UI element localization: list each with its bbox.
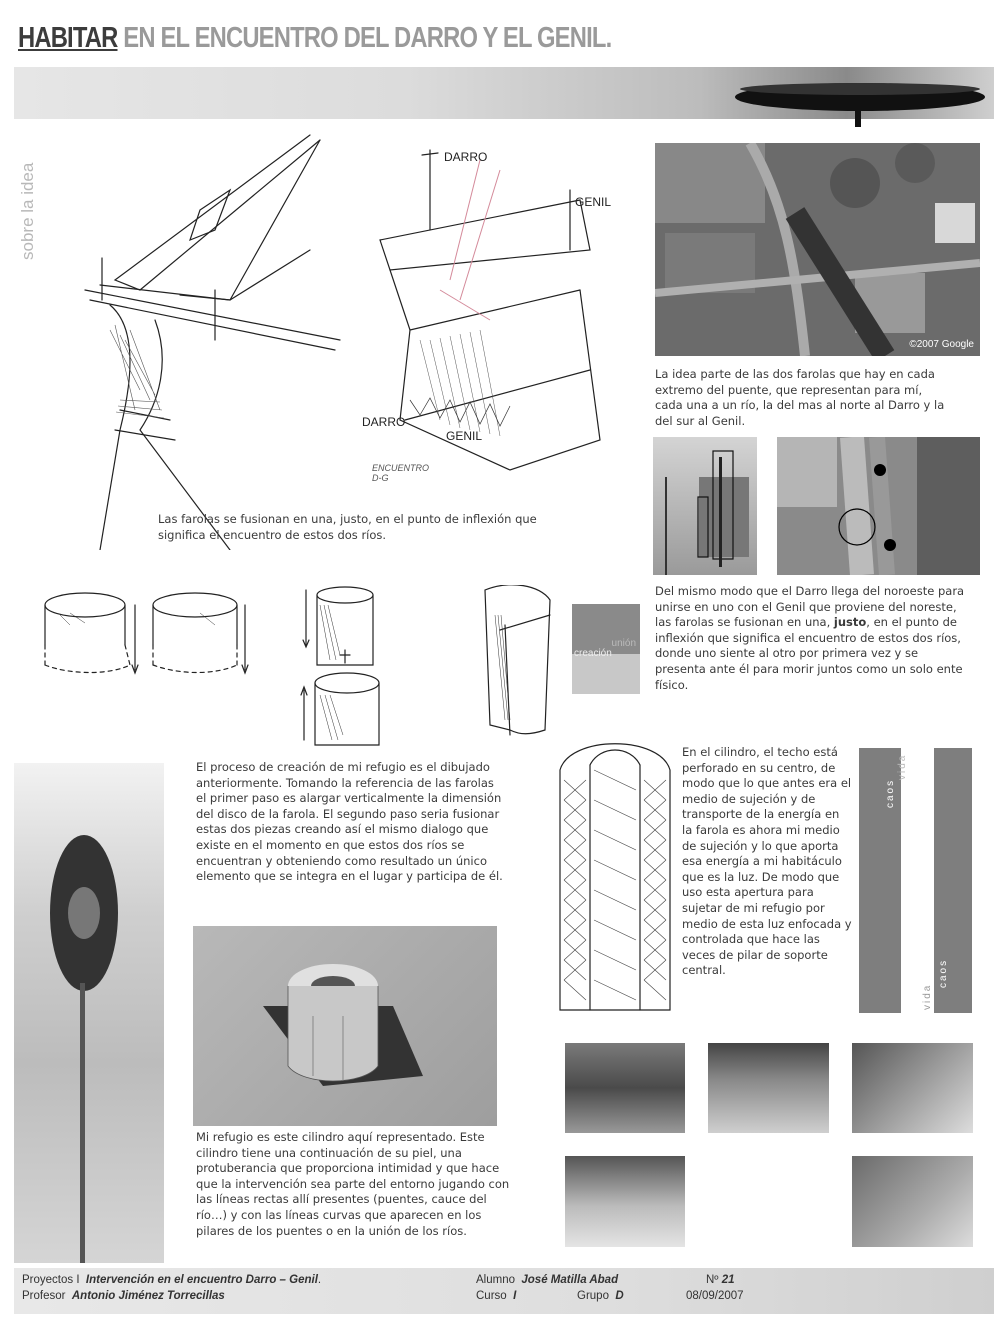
- footer-grupo: [577, 1290, 624, 1302]
- label-encuentro: ENCUENTRO D-G: [372, 463, 430, 483]
- bar-caos-vida-label: vida: [897, 753, 908, 780]
- footer-proyectos: Proyectos I Intervención en el encuentro Darro – Genil.: [22, 1274, 322, 1286]
- footer-proyectos-value: Intervención en el encuentro Darro – Genil: [85, 1274, 318, 1286]
- map-google-label: ©2007 Google: [909, 339, 974, 350]
- footer-fecha: 08/09/2007: [686, 1290, 744, 1302]
- photo-river-4: [565, 1156, 685, 1247]
- photo-river-1: [565, 1043, 685, 1133]
- footer-num-label: Nº: [706, 1274, 719, 1286]
- text-cilindro: En el cilindro, el techo está perforado en su centro, de modo que lo que antes era el medio de sujeción y de transporte de la energía en la farola es ahora mi medio de sujeción y lo que aporta esa energía a mi habitáculo que es la luz. De modo que uso esta apertura para sujetar de mi refugio por medio de esta luz enfocada y controlada que hace las veces de pilar de soporte central.: [682, 745, 852, 978]
- text-mismo-modo: [655, 584, 967, 693]
- footer-num: [706, 1274, 735, 1286]
- lamp-photo-small: [653, 437, 757, 575]
- footer-profesor-value: Antonio Jiménez Torrecillas: [71, 1290, 225, 1302]
- title-part1: HABITAR: [18, 22, 118, 54]
- label-darro-top: DARRO: [444, 150, 488, 164]
- footer-profesor-label: Profesor: [22, 1290, 66, 1302]
- footer-alumno: [476, 1274, 618, 1286]
- bar-caos-label: caos: [885, 778, 896, 808]
- footer-proyectos-label: Proyectos I: [22, 1274, 80, 1286]
- bar-vida-caos-label: caos: [938, 958, 949, 988]
- label-genil-bottom: GENIL: [446, 429, 483, 443]
- bridge-sketch-1: [80, 130, 350, 550]
- cylinder-render: [193, 926, 497, 1126]
- footer-grupo-label: Grupo: [577, 1290, 609, 1302]
- footer-profesor: [22, 1290, 225, 1302]
- footer-curso-value: I: [513, 1290, 517, 1302]
- footer-alumno-value: José Matilla Abad: [521, 1274, 619, 1286]
- photo-river-5: [852, 1156, 973, 1247]
- bar-vida: [922, 748, 972, 1013]
- process-sketches: [40, 585, 570, 755]
- label-darro-bottom: DARRO: [362, 415, 406, 429]
- detail-map: [777, 437, 980, 575]
- bar-caos: [859, 748, 908, 1013]
- text-proceso: El proceso de creación de mi refugio es el dibujado anteriormente. Tomando la referencia de las farolas el primer paso es alargar verticalmente la dimensión del disco de la farola. El segundo paso seria fusionar estas dos piezas creando así el mismo dialogo que existe en el momento en que estos dos ríos se encuentran y obteniendo como resultado un único elemento que se integra en el lugar y participa de él.: [196, 760, 503, 884]
- footer-alumno-label: Alumno: [476, 1274, 515, 1286]
- footer-curso: [476, 1290, 516, 1302]
- photo-river-2: [708, 1043, 829, 1133]
- lamp-tall-photo: [14, 763, 164, 1263]
- text-refugio: Mi refugio es este cilindro aquí representado. Este cilindro tiene una continuación de su piel, una protuberancia que proporciona intimidad y que hace que la intervención sea parte del entorno jugando con las líneas rectas allí presentes (puentes, cauce del río…) y con las líneas curvas que aparecen en los pilares de los puentes o en la unión de los ríos.: [196, 1130, 510, 1238]
- hatched-cylinder-sketch: [550, 740, 680, 1030]
- side-label: sobre la idea: [18, 162, 37, 260]
- label-genil-top: GENIL: [575, 195, 612, 209]
- text-mismo-modo-bold: justo: [833, 615, 867, 630]
- label-union: unión: [611, 638, 636, 649]
- footer-num-value: 21: [721, 1274, 735, 1286]
- page-title: [18, 22, 611, 55]
- text-mismo-modo-1: Del mismo modo que el Darro llega del noroeste para unirse en uno con el Genil que proviene del noreste, las farolas se fusionan en una,: [655, 584, 965, 630]
- photo-river-3: [852, 1043, 973, 1133]
- aerial-map: [655, 143, 980, 356]
- text-idea: La idea parte de las dos farolas que hay en cada extremo del puente, que representan para mí, cada una a un río, la del mas al norte al Darro y la del sur al Genil.: [655, 367, 945, 428]
- text-farolas-fusion: Las farolas se fusionan en una, justo, en el punto de inflexión que significa el encuentro de estos dos ríos.: [158, 512, 537, 542]
- bar-vida-label: vida: [922, 983, 933, 1010]
- footer-curso-label: Curso: [476, 1290, 507, 1302]
- title-part2: EN EL ENCUENTRO DEL DARRO Y EL GENIL.: [123, 22, 612, 54]
- lamp-photo: [720, 67, 994, 127]
- footer-grupo-value: D: [615, 1290, 624, 1302]
- text-mismo-modo-2: , en el punto de inflexión que significa el encuentro de estos dos ríos, donde uno siente al otro por primera vez y se presenta ante él para morir juntos como un solo ente físico.: [655, 615, 963, 692]
- union-creacion-box: [572, 604, 640, 694]
- label-creacion: creación: [574, 648, 612, 659]
